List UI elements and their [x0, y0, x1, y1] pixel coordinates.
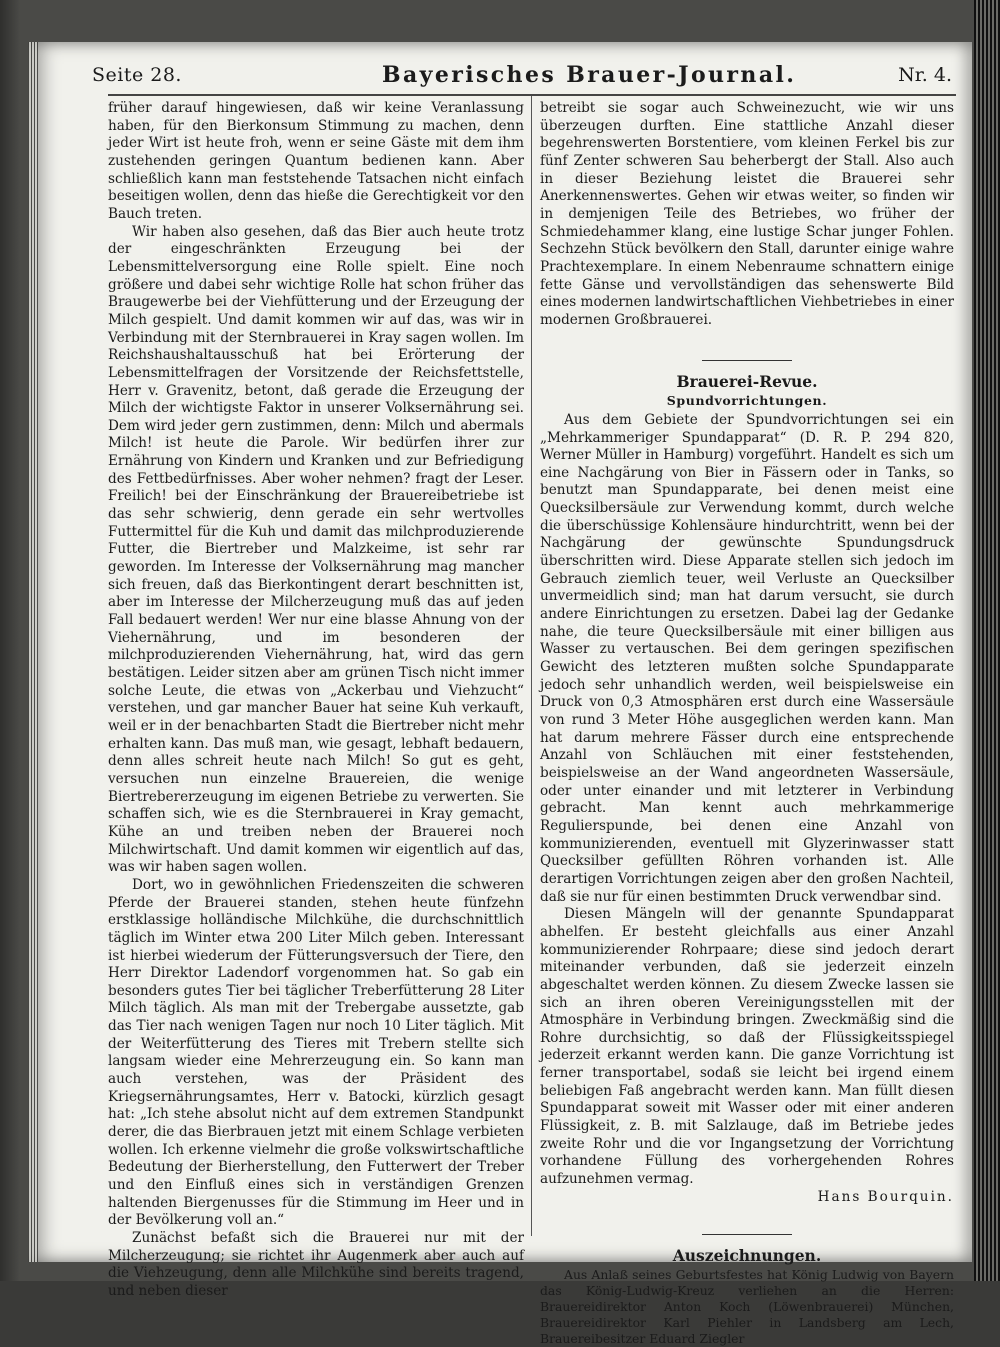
page-stack-edge: [28, 42, 38, 1262]
paragraph: Wir haben also gesehen, daß das Bier auch heute trotz der eingeschränkten Erzeugung bei der Lebensmittelversorgung eine Rolle spielt. Eine noch größere und dabei sehr wichtige Rolle hat schon früher das Braugewerbe bei der Viehfütterung und der Erzeugung der Milch gespielt. Und damit kommen wir auf das, was wir in Verbindung mit der Sternbrauerei in Kray sagen wollen. Im Reichshaushaltausschuß hat bei Erörterung der Lebensmittelfragen der Vorsitzende der Reichsfettstelle, Herr v. Gravenitz, betont, daß gerade die Erzeugung der Milch der wichtigste Faktor in unserer Volksernährung sei. Dem wird jeder gern zustimmen, denn: Milch und abermals Milch! ist heute die Parole. Wir bedürfen ihrer zur Ernährung von Kindern und Kranken und zur Befriedigung des Fettbedürfnisses. Aber woher nehmen? fragt der Leser. Freilich! bei der Einschränkung der Brauereibetriebe ist das sehr schwierig, denn gerade ein sehr wertvolles Futtermittel für die Kuh und damit das milchproduzierende Futter, die Biertreber und Malzkeime, ist sehr rar geworden. Im Interesse der Volksernährung mag mancher sich freuen, daß das Bierkontingent derart beschnitten ist, aber im Interesse der Milcherzeugung muß das auf jeden Fall bedauert werden! Wer nur eine blasse Ahnung von der Viehernährung, und im besonderen der milchproduzierenden Viehernährung, hat, wird das gern bestätigen. Leider sitzen aber am grünen Tisch nicht immer solche Leute, die etwas von „Ackerbau und Viehzucht“ verstehen, und gar mancher Bauer hat seine Kuh verkauft, weil er in der benachbarten Stadt die Biertreber nicht mehr erhalten kann. Das muß man, wie gesagt, lebhaft bedauern, denn alles schreit heute nach Milch! So gut es geht, versuchen nun einzelne Brauereien, die wenige Biertrebererzeugung im eigenen Betriebe zu verwerten. Sie schaffen sich, wie es die Sternbrauerei in Kray gemacht, Kühe an und treiben neben der Brauerei noch Milchwirtschaft. Und damit kommen wir eigentlich auf das, was wir haben sagen wollen.: [108, 223, 524, 876]
section-subtitle: Spundvorrichtungen.: [666, 393, 828, 409]
header-rule: [108, 94, 956, 96]
left-column: [108, 100, 524, 1301]
column-divider: [531, 96, 532, 1236]
paragraph: Diesen Mängeln will der genannte Spundapparat abhelfen. Er besteht gleichfalls aus einer Anzahl kommunizierender Rohrpaare; diese sind jedoch derart miteinander verbunden, daß sie jederzeit einzeln abgeschaltet werden können. Zu diesem Zwecke lassen sie sich an ihren oberen Vereinigungsstellen mit der Atmosphäre in Verbindung bringen. Zweckmäßig sind die Rohre durchsichtig, so daß der Flüssigkeitsspiegel jederzeit erkannt werden kann. Die ganze Vorrichtung ist ferner transportabel, sodaß sie leicht bei irgend einem beliebigen Faß angebracht werden kann. Man füllt diesen Spundapparat soweit mit Wasser oder mit einer anderen Flüssigkeit, z. B. mit Salzlauge, daß im Betriebe jedes zweite Rohr und die vor Ingangsetzung der Vorrichtung vorhandene Füllung des vorhergehenden Rohres aufzunehmen vermag.: [540, 906, 954, 1188]
paragraph: Aus dem Gebiete der Spundvorrichtungen sei ein „Mehrkammeriger Spundapparat“ (D. R. P. 294 820, Werner Müller in Hamburg) vorgeführt. Handelt es sich um eine Nachgärung von Bier in Fässern oder in Tanks, so benutzt man Spundapparate, bei denen meist eine Quecksilbersäule zur Verwendung kommt, durch welche die überschüssige Kohlensäure hindurchtritt, wenn bei der Nachgärung der gewünschte Spundungsdruck überschritten wird. Diese Apparate stellen sich jedoch im Gebrauch ziemlich teuer, weil Verluste an Quecksilber unvermeidlich sind; man hat darum versucht, sie durch andere Einrichtungen zu ersetzen. Dabei lag der Gedanke nahe, die teure Quecksilbersäule mit einer billigen aus Wasser zu vertauschen. Bei dem geringen spezifischen Gewicht des letzteren mußten solche Spundapparate jedoch sehr unhandlich werden, weil beispielsweise ein Druck von 0,3 Atmosphären erst durch eine Wassersäule von rund 3 Meter Höhe ausgeglichen werden kann. Man hat darum mehrere Fässer durch eine entsprechende Anzahl von Schläuchen mit einer feststehenden, beispielsweise an der Wand angeordneten Wassersäule, oder unter einander und mit letzterer in Verbindung gebracht. Man kennt auch mehrkammerige Regulierspunde, bei denen eine Anzahl von kommunizierenden, eventuell mit Glyzerinwasser statt Quecksilber gefüllten Röhren vorhanden ist. Alle derartigen Vorrichtungen zeigen aber den großen Nachteil, daß sie nur für einen bestimmten Druck verwendbar sind.: [540, 411, 954, 905]
section-separator: [702, 360, 792, 361]
section-title-revue: Brauerei-Revue.: [676, 371, 818, 391]
paragraph: betreibt sie sogar auch Schweinezucht, wie wir uns überzeugen durften. Eine stattliche Anzahl dieser begehrenswerten Borstentiere, vom kleinen Ferkel bis zur fünf Zenter schweren Sau beherbergt der Stall. Also auch in dieser Beziehung leistet die Brauerei sehr Anerkennenswertes. Gehen wir etwas weiter, so finden wir in demjenigen Teile des Betriebes, wo früher der Schmiedehammer klang, eine lustige Schar junger Fohlen. Sechzehn Stück bevölkern den Stall, darunter einige wahre Prachtexemplare. In einem Nebenraume schnattern einige fette Gänse und vervollständigen das sehenswerte Bild eines modernen landwirtschaftlichen Viehbetriebes in einer modernen Großbrauerei.: [540, 100, 954, 328]
author-signature: Hans Bourquin.: [817, 1188, 954, 1205]
right-column: [540, 100, 954, 1347]
paragraph: Aus Anlaß seines Geburtsfestes hat König Ludwig von Bayern das König-Ludwig-Kreuz verliehen an die Herren: Brauereidirektor Anton Koch (Löwenbrauerei) München, Brauereidirektor Karl Piehler in Landsberg am Lech, Brauereibesitzer Eduard Ziegler: [540, 1267, 954, 1346]
page-header: [92, 60, 952, 96]
journal-title: Bayerisches Brauer-Journal.: [382, 62, 797, 88]
book-edge: [974, 0, 1000, 1281]
section-title-awards: Auszeichnungen.: [672, 1246, 822, 1266]
section-separator: [702, 1234, 792, 1235]
paragraph: früher darauf hingewiesen, daß wir keine Veranlassung haben, für den Bierkonsum Stimmung zu machen, denn jeder Wirt ist heute froh, wenn er seine Gäste mit dem ihm zustehenden geringen Quantum bedienen kann. Aber schließlich kann man feststehende Tatsachen nicht einfach beseitigen wollen, denn das hieße die Gerechtigkeit vor den Bauch treten.: [108, 100, 524, 222]
paragraph: Zunächst befaßt sich die Brauerei nur mit der Milcherzeugung; sie richtet ihr Augenmerk aber auch auf die Viehzeugung, denn alle Milchkühe sind bereits tragend, und neben dieser: [108, 1230, 524, 1299]
page-number: Seite 28.: [92, 64, 182, 86]
issue-number: Nr. 4.: [898, 64, 952, 86]
paragraph: Dort, wo in gewöhnlichen Friedenszeiten die schweren Pferde der Brauerei standen, stehen heute fünfzehn erstklassige holländische Milchkühe, die durchschnittlich täglich im Winter etwa 200 Liter Milch geben. Interessant ist hierbei wiederum der Fütterungsversuch der Tiere, den Herr Direktor Ladendorf vorgenommen hat. So gab ein besonders gutes Tier bei täglicher Treberfütterung 28 Liter Milch täglich. Als man mit der Trebergabe aussetzte, gab das Tier nach wenigen Tagen nur noch 10 Liter täglich. Mit der Weiterfütterung des Tieres mit Trebern stellte sich langsam wieder eine Mehrerzeugung ein. So kann man auch verstehen, was der Präsident des Kriegsernährungsamtes, Herr v. Batocki, kürzlich gesagt hat: „Ich stehe absolut nicht auf dem extremen Standpunkt derer, die das Bierbrauen jetzt mit einem Schlage verbieten wollen. Ich erkenne vielmehr die große volkswirtschaftliche Bedeutung der Bierherstellung, den Futterwert der Treber und den Einfluß eines sich in verständigen Grenzen haltenden Biergenusses für die Stimmung im Heer und in der Bevölkerung voll an.“: [108, 876, 524, 1229]
